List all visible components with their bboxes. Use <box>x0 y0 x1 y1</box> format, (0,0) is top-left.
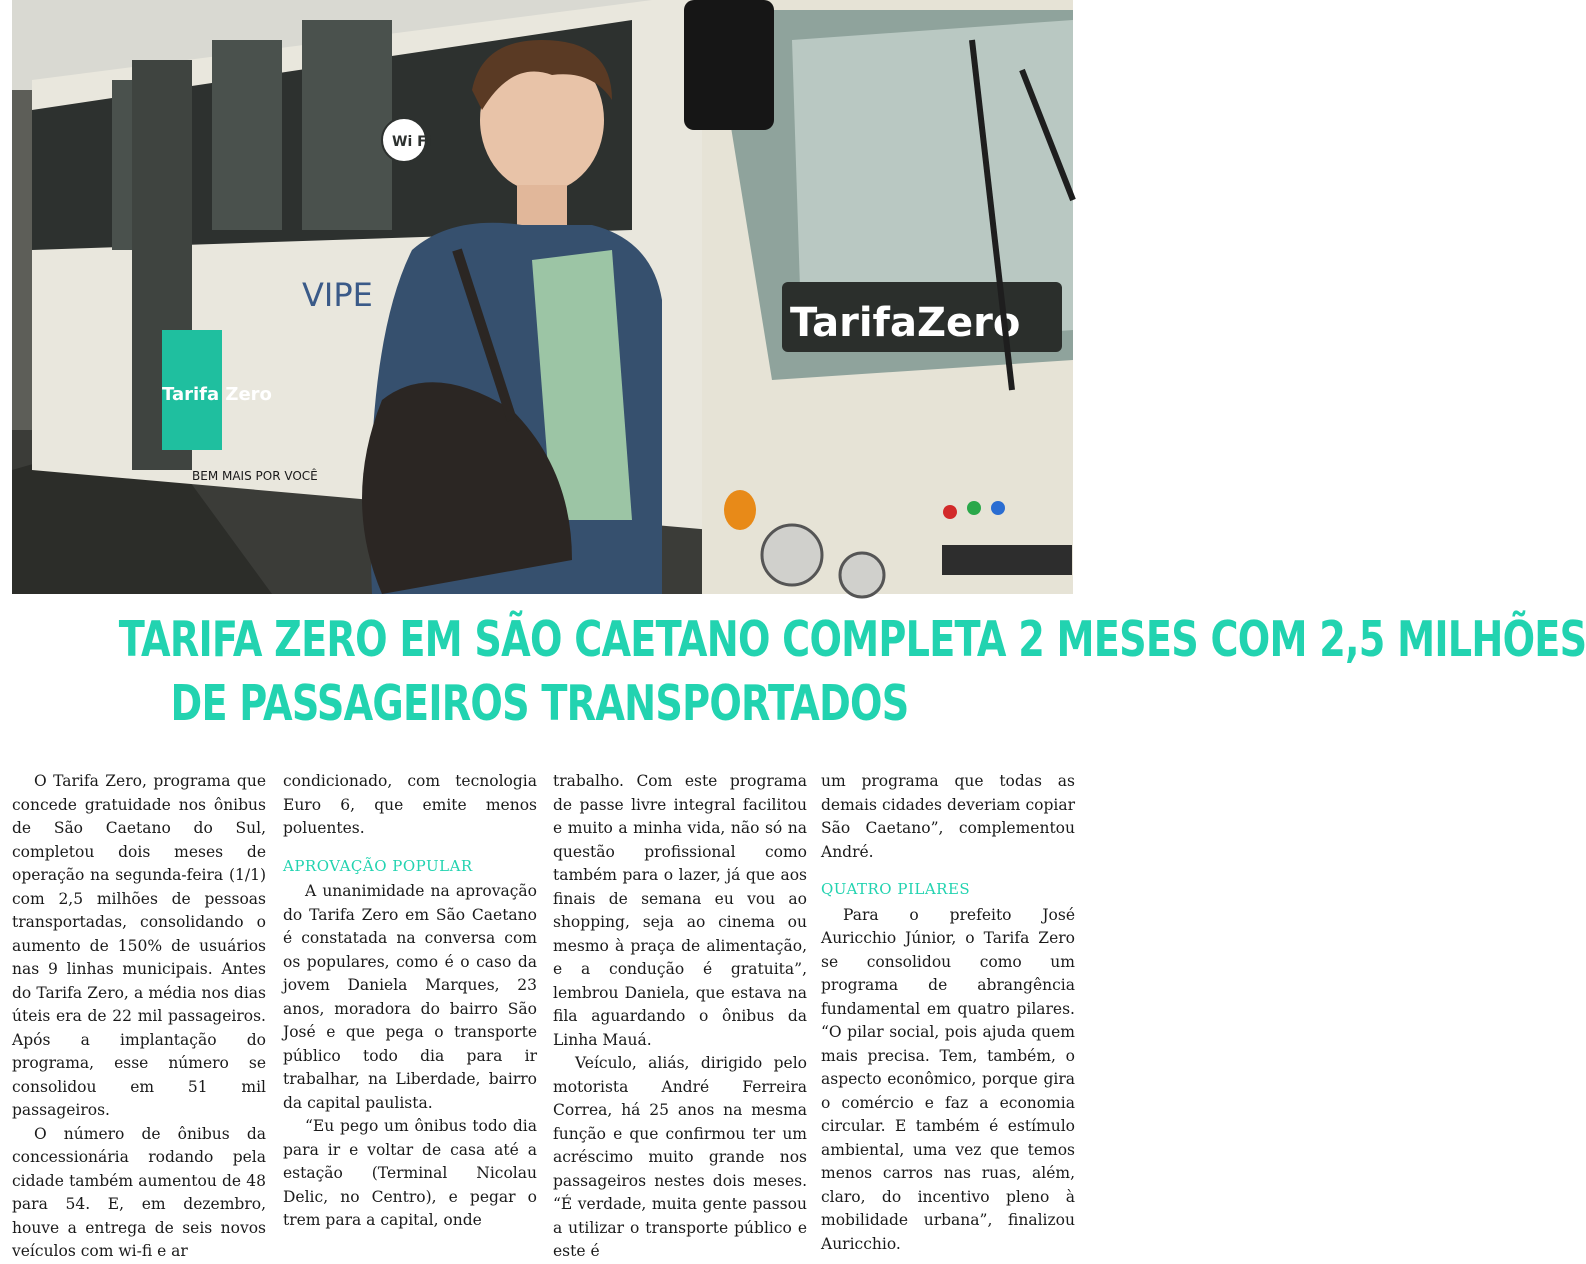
article-body <box>12 770 1075 1260</box>
column-3 <box>553 770 807 1264</box>
side-slogan: Tarifa Zero <box>162 384 272 405</box>
subhead-quatro-pilares: QUATRO PILARES <box>821 880 971 898</box>
paragraph: “Eu pego um ônibus todo dia para ir e voltar de casa até a estação (Terminal Nicolau Delic, no Centro), e pegar o trem para a capital, onde <box>283 1117 537 1229</box>
paragraph-continued: um programa que todas as demais cidades deveriam copiar São Caetano”, complementou André. <box>821 772 1075 861</box>
paragraph: A unanimidade na aprovação do Tarifa Zero em São Caetano é constatada na conversa com os populares, como é o caso da jovem Daniela Marques, 23 anos, moradora do bairro São José e que pega o transporte público todo dia para ir trabalhar, na Liberdade, bairro da capital paulista. <box>283 882 537 1112</box>
paragraph: O número de ônibus da concessionária rodando pela cidade também aumentou de 48 para 54. E, em dezembro, houve a entrega de seis novos veículos com wi-fi e ar <box>12 1124 266 1260</box>
headline-line-1: TARIFA ZERO EM SÃO CAETANO COMPLETA 2 MESES COM 2,5 MILHÕES <box>118 611 1586 668</box>
wifi-label: Wi Fi <box>392 134 432 150</box>
side-footer: BEM MAIS POR VOCÊ <box>192 469 318 483</box>
subhead-aprovacao-popular: APROVAÇÃO POPULAR <box>283 856 473 875</box>
paragraph: O Tarifa Zero, programa que concede gratuidade nos ônibus de São Caetano do Sul, completou dois meses de operação na segunda-feira (1/1) com 2,5 milhões de pessoas transportadas, consolidando o aumento de 150% de usuários nas 9 linhas municipais. Antes do Tarifa Zero, a média nos dias úteis era de 22 mil passageiros. Após a implantação do programa, esse número se consolidou em 51 mil passageiros. <box>12 772 266 1119</box>
paragraph: Veículo, aliás, dirigido pelo motorista André Ferreira Correa, há 25 anos na mesma função e que confirmou ter um acréscimo muito grande nos passageiros nestes dois meses. “É verdade, muita gente passou a utilizar o transporte público e este é <box>553 1054 807 1260</box>
paragraph-continued: trabalho. Com este programa de passe livre integral facilitou e muito a minha vida, não só na questão profissional como também para o lazer, já que aos finais de semana eu vou ao shopping, seja ao cinema ou mesmo à praça de alimentação, e a condução é gratuita”, lembrou Daniela, que estava na fila aguardando o ônibus da Linha Mauá. <box>553 772 807 1049</box>
column-1 <box>12 770 266 1264</box>
column-4 <box>821 770 1075 1256</box>
bus-side-label: VIPE <box>302 276 373 314</box>
article-photo <box>12 0 1073 594</box>
headline-line-2: DE PASSAGEIROS TRANSPORTADOS <box>170 675 909 732</box>
bus-sign-text: TarifaZero <box>790 300 1021 346</box>
paragraph-continued: condicionado, com tecnologia Euro 6, que emite menos poluentes. <box>283 772 537 837</box>
bus-photo-illustration <box>12 0 1073 594</box>
headline <box>0 608 1586 736</box>
column-2 <box>283 770 537 1233</box>
paragraph: Para o prefeito José Auricchio Júnior, o Tarifa Zero se consolidou como um programa de abrangência fundamental em quatro pilares. “O pilar social, pois ajuda quem mais precisa. Tem, também, o aspecto econômico, porque gira o comércio e faz a economia circular. E também é estímulo ambiental, uma vez que temos menos carros nas ruas, além, claro, do incentivo pleno à mobilidade urbana”, finalizou Auricchio. <box>821 905 1075 1253</box>
